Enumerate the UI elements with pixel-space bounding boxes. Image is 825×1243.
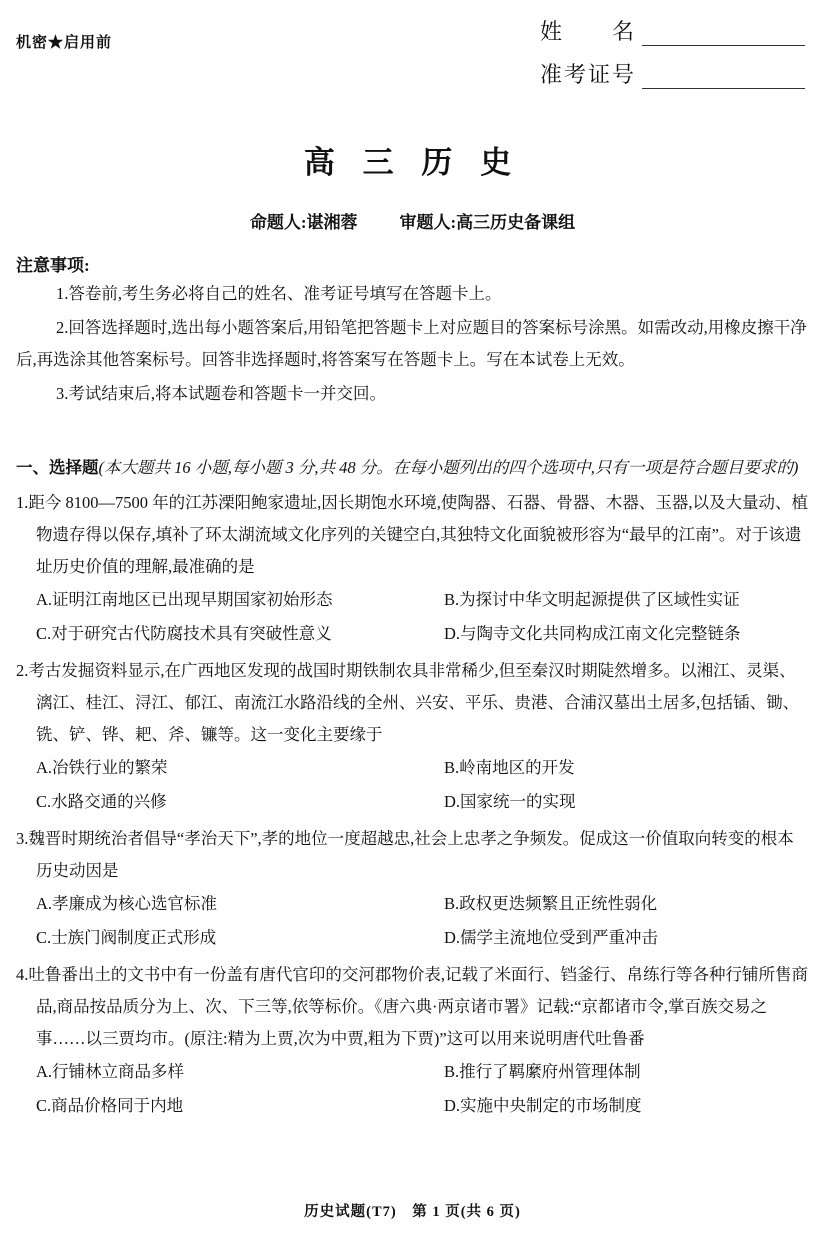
question-text: 魏晋时期统治者倡导“孝治天下”,孝的地位一度超越忠,社会上忠孝之争频发。促成这一价值取向转变的根本历史动因是 — [28, 829, 794, 880]
question-number: 1. — [16, 493, 29, 512]
question-text: 距今 8100—7500 年的江苏溧阳鲍家遗址,因长期饱水环境,使陶器、石器、骨器、木器、玉器,以及大量动、植物遗存得以保存,填补了环太湖流域文化序列的关键空白,其独特文化面貌被形容为“最早的江南”。对于该遗址历史价值的理解,最准确的是 — [28, 493, 808, 576]
option-a: A.证明江南地区已出现早期国家初始形态 — [36, 590, 333, 609]
question-reviewer: 审题人:高三历史备课组 — [399, 213, 576, 232]
option-a: A.行铺林立商品多样 — [36, 1062, 185, 1081]
page-footer: 历史试题(T7) 第 1 页(共 6 页) — [304, 1204, 521, 1220]
name-label: 姓 名 — [540, 19, 637, 44]
option-c: C.士族门阀制度正式形成 — [36, 928, 217, 947]
question-text: 吐鲁番出土的文书中有一份盖有唐代官印的交河郡物价表,记载了米面行、铛釜行、帛练行等各种行铺所售商品,商品按品质分为上、次、下三等,依等标价。《唐六典·两京诸市署》记载:“京都诸市令,掌百族交易之事……以三贾均市。(原注:精为上贾,次为中贾,粗为下贾)”这可以用来说明唐代吐鲁番 — [28, 965, 808, 1048]
question-setter: 命题人:谌湘蓉 — [249, 213, 358, 232]
option-b: B.为探讨中华文明起源提供了区域性实证 — [444, 590, 740, 609]
exam-no-field-row — [540, 58, 805, 89]
notice-item-3: 3.考试结束后,将本试题卷和答题卡一并交回。 — [56, 384, 386, 403]
question-number: 3. — [16, 829, 29, 848]
question-options — [36, 751, 809, 819]
notice-item-1: 1.答卷前,考生务必将自己的姓名、准考证号填写在答题卡上。 — [56, 284, 502, 303]
question-1 — [16, 487, 809, 651]
question-number: 4. — [16, 965, 29, 984]
option-a: A.冶铁行业的繁荣 — [36, 758, 168, 777]
option-c: C.对于研究古代防腐技术具有突破性意义 — [36, 624, 332, 643]
option-a: A.孝廉成为核心选官标准 — [36, 894, 218, 913]
option-d: D.国家统一的实现 — [444, 792, 576, 811]
section-heading — [16, 452, 809, 483]
notice-block — [16, 251, 809, 410]
notice-heading: 注意事项: — [16, 256, 90, 275]
question-options — [36, 887, 809, 955]
notice-item-2: 2.回答选择题时,选出每小题答案后,用铅笔把答题卡上对应题目的答案标号涂黑。如需改动,用橡皮擦干净后,再选涂其他答案标号。回答非选择题时,将答案写在答题卡上。写在本试卷上无效。 — [16, 318, 807, 369]
option-d: D.与陶寺文化共同构成江南文化完整链条 — [444, 624, 741, 643]
section-description: (本大题共 16 小题,每小题 3 分,共 48 分。在每小题列出的四个选项中,只有一项是符合题目要求的) — [98, 458, 799, 477]
option-b: B.岭南地区的开发 — [444, 758, 575, 777]
question-4 — [16, 959, 809, 1123]
authors-line — [16, 208, 809, 233]
student-info-fields — [540, 15, 805, 101]
question-3 — [16, 823, 809, 955]
page-title: 高 三 历 史 — [303, 145, 522, 180]
name-field-row — [540, 15, 805, 46]
option-c: C.商品价格同于内地 — [36, 1096, 184, 1115]
classification-label: 机密★启用前 — [16, 35, 113, 51]
question-stem — [16, 959, 809, 1055]
question-stem — [16, 487, 809, 583]
option-d: D.儒学主流地位受到严重冲击 — [444, 928, 659, 947]
option-d: D.实施中央制定的市场制度 — [444, 1096, 642, 1115]
question-text: 考古发掘资料显示,在广西地区发现的战国时期铁制农具非常稀少,但至秦汉时期陡然增多。以湘江、灵渠、漓江、桂江、浔江、郁江、南流江水路沿线的全州、兴安、平乐、贵港、合浦汉墓出土居多,包括锸、锄、铣、铲、铧、耙、斧、镰等。这一变化主要缘于 — [28, 661, 800, 744]
exam-no-blank-line — [642, 63, 805, 89]
page-header — [16, 15, 809, 101]
question-options — [36, 583, 809, 651]
question-options — [36, 1055, 809, 1123]
question-stem — [16, 823, 809, 887]
option-c: C.水路交通的兴修 — [36, 792, 167, 811]
option-b: B.推行了羁縻府州管理体制 — [444, 1062, 641, 1081]
option-b: B.政权更迭频繁且正统性弱化 — [444, 894, 658, 913]
question-2 — [16, 655, 809, 819]
question-number: 2. — [16, 661, 29, 680]
question-stem — [16, 655, 809, 751]
name-blank-line — [642, 20, 805, 46]
section-label: 一、选择题 — [16, 458, 99, 477]
exam-no-label: 准考证号 — [540, 62, 637, 87]
